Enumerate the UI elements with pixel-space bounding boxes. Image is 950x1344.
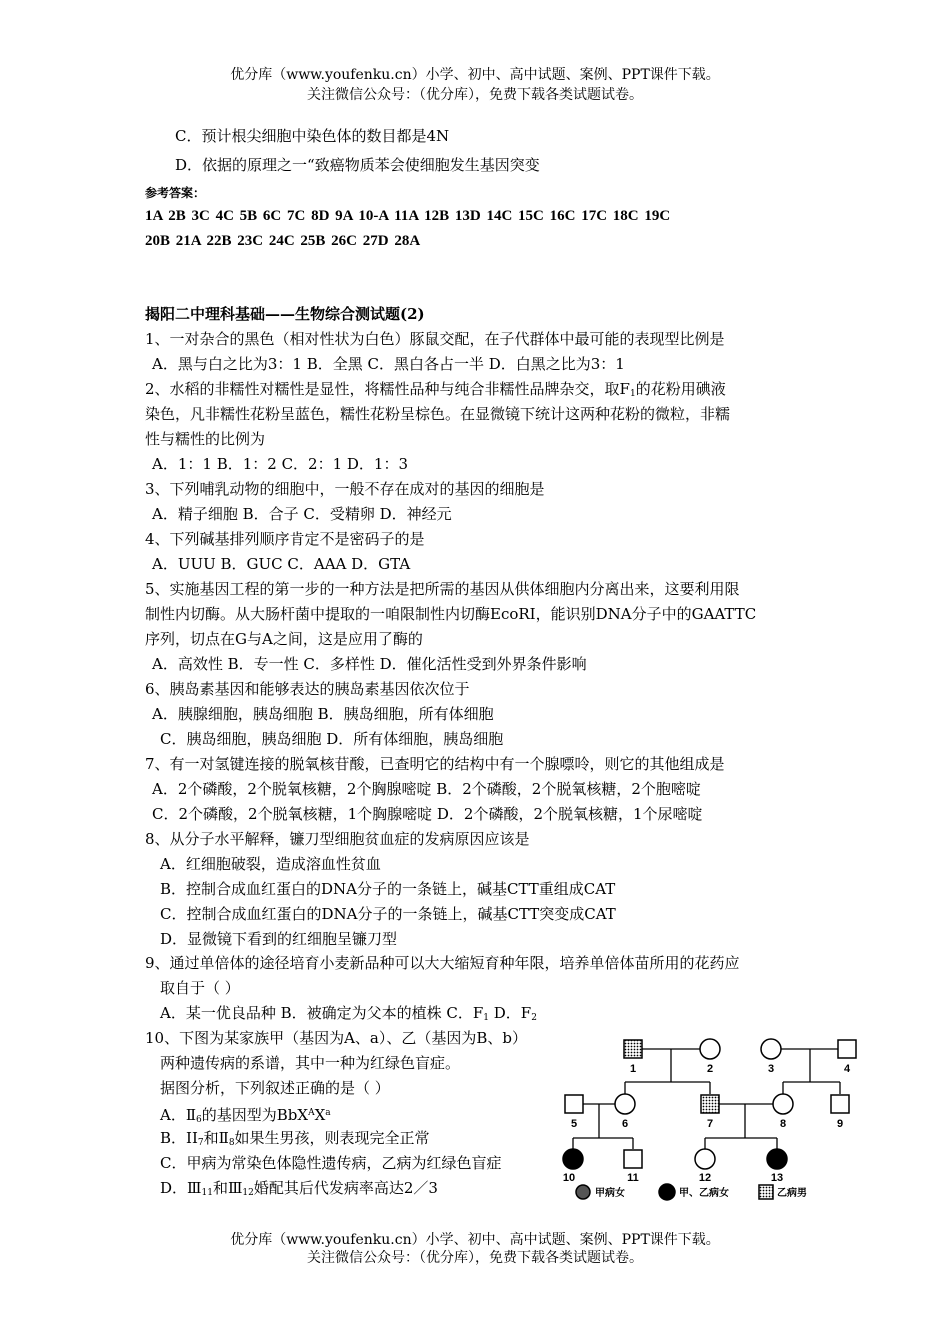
- prev-option-c: C．预计根尖细胞中染色体的数目都是4N: [175, 127, 450, 145]
- legend-jia-yi-female-label: 甲、乙病女: [679, 1188, 729, 1199]
- label-1: 1: [629, 1063, 637, 1075]
- answers-row-1: 1A 2B 3C 4C 5B 6C 7C 8D 9A 10-A 11A 12B 13D 14C 15C 16C 17C 18C 19C: [145, 208, 671, 224]
- individual-7-affected-male: [701, 1095, 719, 1113]
- q2-text-b: 的花粉用碘液: [635, 380, 726, 398]
- q5-stem-line-2: 制性内切酶。从大肠杆菌中提取的一咱限制性内切酶EcoRI，能识别DNA分子中的GAATTC: [145, 605, 757, 623]
- q10-a-x: X: [314, 1106, 326, 1124]
- q9-stem-line-2: 取自于（ ）: [160, 979, 240, 997]
- q10-a-sup2: a: [325, 1108, 331, 1118]
- q2-stem-line-2: 染色，凡非糯性花粉呈蓝色，糯性花粉呈棕色。在显微镜下统计这两种花粉的微粒，非糯: [145, 405, 731, 423]
- q3-options: A．精子细胞 B．合子 C．受精卵 D．神经元: [152, 505, 452, 523]
- q6-stem: 6、胰岛素基因和能够表达的胰岛素基因依次位于: [145, 680, 470, 698]
- q4-options: A．UUU B．GUC C．AAA D．GTA: [152, 555, 411, 573]
- q10-b-post: 如果生男孩，则表现完全正常: [234, 1129, 430, 1147]
- q10-b-sub1: 7: [197, 1138, 204, 1148]
- individual-11-male: [624, 1150, 642, 1168]
- q2-stem-line-3: 性与糯性的比例为: [145, 430, 266, 448]
- legend-yi-male-icon: [759, 1185, 773, 1199]
- individual-2-female: [700, 1039, 720, 1059]
- q10-option-c: C．甲病为常染色体隐性遗传病，乙病为红绿色盲症: [160, 1154, 502, 1172]
- label-12: 12: [698, 1172, 712, 1184]
- q10-a-pre: A．Ⅱ: [160, 1106, 197, 1124]
- label-8: 8: [779, 1118, 787, 1130]
- prev-option-d: D．依据的原理之一“致癌物质苯会使细胞发生基因突变: [175, 156, 540, 174]
- q10-a-sub: 6: [196, 1115, 202, 1125]
- label-9: 9: [836, 1118, 844, 1130]
- individual-6-female: [615, 1094, 635, 1114]
- q8-option-a: A．红细胞破裂，造成溶血性贫血: [160, 855, 381, 873]
- q10-d-mid: 和Ⅲ: [212, 1179, 243, 1197]
- q10-stem-line-3: 据图分析，下列叙述正确的是（ ）: [160, 1079, 390, 1097]
- q10-a-sup1: A: [308, 1108, 315, 1118]
- answers-row-2: 20B 21A 22B 23C 24C 25B 26C 27D 28A: [145, 233, 421, 249]
- legend-jia-female-icon: [576, 1185, 590, 1199]
- footer-line-2: 关注微信公众号：（优分库），免费下载各类试题试卷。: [307, 1250, 643, 1266]
- individual-4-male: [838, 1040, 856, 1058]
- label-7: 7: [706, 1118, 714, 1130]
- q10-option-a: [160, 1103, 331, 1130]
- q10-a-mid: 的基因型为BbX: [201, 1106, 309, 1124]
- q7-options-cd: C．2个磷酸，2个脱氧核糖，1个胸腺嘧啶 D．2个磷酸，2个脱氧核糖，1个尿嘧啶: [152, 805, 703, 823]
- label-11: 11: [627, 1172, 639, 1184]
- q9-options-a: A．某一优良品种 B．被确定为父本的植株 C．F: [160, 1004, 484, 1022]
- q9-options: [160, 1003, 537, 1028]
- q9-stem-line-1: 9、通过单倍体的途径培育小麦新品种可以大大缩短育种年限，培养单倍体苗所用的花药应: [145, 954, 740, 972]
- q5-stem-line-3: 序列，切点在G与A之间，这是应用了酶的: [145, 630, 423, 648]
- q8-option-b: B．控制合成血红蛋白的DNA分子的一条链上，碱基CTT重组成CAT: [160, 880, 616, 898]
- q9-sub-2: 2: [531, 1013, 537, 1023]
- q7-stem: 7、有一对氢键连接的脱氧核苷酸，已查明它的结构中有一个腺嘌呤，则它的其他组成是: [145, 755, 725, 773]
- q2-stem-line-1: [145, 379, 726, 404]
- header-line-2: 关注微信公众号：（优分库），免费下载各类试题试卷。: [307, 87, 643, 103]
- legend-jia-yi-female-icon: [659, 1184, 675, 1200]
- footer-line-1: 优分库（www.youfenku.cn）小学、初中、高中试题、案例、PPT课件下载。: [230, 1232, 720, 1248]
- q2-options: A．1：1 B．1：2 C．2：1 D．1：3: [152, 455, 409, 473]
- q10-stem-line-2: 两种遗传病的系谱，其中一种为红绿色盲症。: [160, 1054, 461, 1072]
- q1-options: A．黑与白之比为3：1 B．全黑 C．黑白各占一半 D．白黑之比为3：1: [152, 355, 625, 373]
- q3-stem: 3、下列哺乳动物的细胞中，一般不存在成对的基因的细胞是: [145, 480, 545, 498]
- label-5: 5: [570, 1118, 578, 1130]
- individual-5-male: [565, 1095, 583, 1113]
- q8-option-c: C．控制合成血红蛋白的DNA分子的一条链上，碱基CTT突变成CAT: [160, 905, 616, 923]
- legend-yi-male-label: 乙病男: [777, 1188, 807, 1199]
- individual-10-affected-female: [563, 1149, 583, 1169]
- label-6: 6: [621, 1118, 629, 1130]
- individual-3-female: [761, 1039, 781, 1059]
- q9-options-b: D．F: [489, 1004, 532, 1022]
- label-10: 10: [562, 1172, 576, 1184]
- legend-jia-female-label: 甲病女: [595, 1188, 625, 1199]
- q9-sub-1: 1: [483, 1013, 490, 1023]
- q10-b-sub2: 8: [228, 1138, 235, 1148]
- q8-stem: 8、从分子水平解释，镰刀型细胞贫血症的发病原因应该是: [145, 830, 530, 848]
- q10-d-sub1: 11: [201, 1188, 213, 1198]
- q10-d-sub2: 12: [242, 1188, 254, 1198]
- q6-options-cd: C．胰岛细胞，胰岛细胞 D．所有体细胞，胰岛细胞: [160, 730, 504, 748]
- individual-8-female: [773, 1094, 793, 1114]
- answers-label: 参考答案：: [145, 186, 206, 200]
- pedigree-chart: [555, 1030, 870, 1210]
- q2-sub: 1: [629, 389, 636, 399]
- q7-options-ab: A．2个磷酸，2个脱氧核糖，2个胸腺嘧啶 B．2个磷酸，2个脱氧核糖，2个胞嘧啶: [152, 780, 701, 798]
- test-title: 揭阳二中理科基础——生物综合测试题(2): [145, 305, 425, 323]
- q10-b-mid: 和Ⅱ: [203, 1129, 229, 1147]
- individual-1-affected-male: [624, 1040, 642, 1058]
- q8-option-d: D．显微镜下看到的红细胞呈镰刀型: [160, 930, 398, 948]
- q10-stem-line-1: 10、下图为某家族甲（基因为A、a）、乙（基因为B、b）: [145, 1029, 527, 1047]
- q10-option-d: [160, 1178, 438, 1203]
- label-3: 3: [767, 1063, 775, 1075]
- label-2: 2: [706, 1063, 714, 1075]
- q1-stem: 1、一对杂合的黑色（相对性状为白色）豚鼠交配，在子代群体中最可能的表现型比例是: [145, 330, 725, 348]
- q10-d-pre: D．Ⅲ: [160, 1179, 202, 1197]
- q5-options: A．高效性 B．专一性 C．多样性 D．催化活性受到外界条件影响: [152, 655, 587, 673]
- q10-d-post: 婚配其后代发病率高达2／3: [253, 1179, 438, 1197]
- label-13: 13: [770, 1172, 784, 1184]
- q10-b-pre: B．II: [160, 1129, 198, 1147]
- individual-13-affected-female: [767, 1149, 787, 1169]
- individual-12-female: [695, 1149, 715, 1169]
- q10-option-b: [160, 1128, 430, 1153]
- q5-stem-line-1: 5、实施基因工程的第一步的一种方法是把所需的基因从供体细胞内分离出来，这要利用限: [145, 580, 740, 598]
- q2-text-a: 2、水稻的非糯性对糯性是显性，将糯性品种与纯合非糯性品牌杂交，取F: [145, 380, 630, 398]
- q4-stem: 4、下列碱基排列顺序肯定不是密码子的是: [145, 530, 425, 548]
- individual-9-male: [831, 1095, 849, 1113]
- label-4: 4: [843, 1063, 851, 1075]
- q6-options-ab: A．胰腺细胞，胰岛细胞 B．胰岛细胞，所有体细胞: [152, 705, 494, 723]
- header-line-1: 优分库（www.youfenku.cn）小学、初中、高中试题、案例、PPT课件下载。: [230, 67, 720, 83]
